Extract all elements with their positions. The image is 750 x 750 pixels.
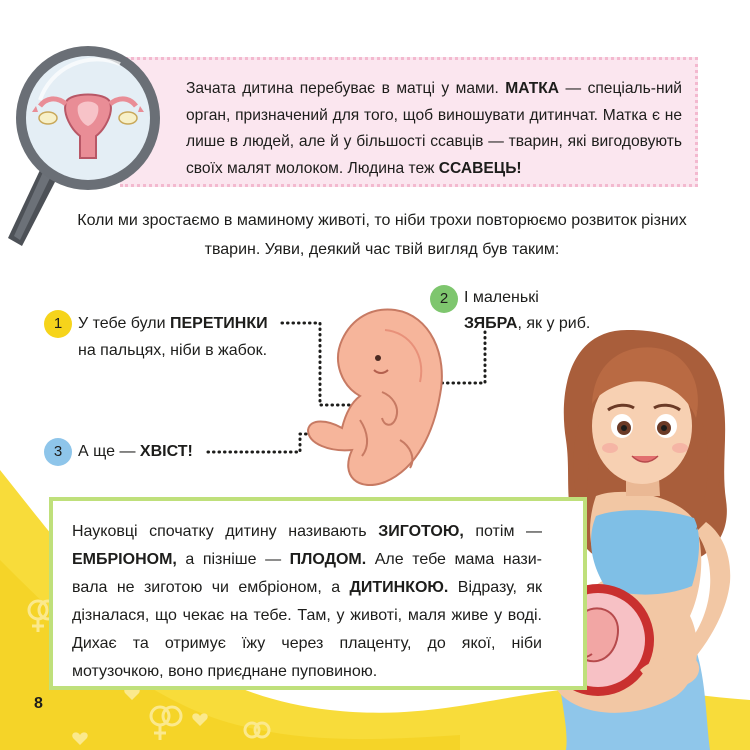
callout-3-line-1 — [78, 438, 193, 466]
green-text-3: а пізніше — — [176, 551, 290, 568]
badge-3: 3 — [44, 438, 72, 466]
info-term-mammal: ССАВЕЦЬ! — [438, 159, 522, 177]
embryo-illustration — [300, 300, 450, 490]
green-text-1: Науковці спочатку дитину називають — [72, 523, 379, 540]
page-number: 8 — [34, 695, 43, 712]
green-term-baby: ДИТИНКОЮ. — [349, 579, 449, 596]
callout-2-term: ЗЯБРА — [464, 315, 518, 332]
callout-1-line-2: на пальцях, ніби в жабок. — [78, 342, 268, 359]
callout-1-text: У тебе були — [78, 315, 170, 332]
green-text-4: Але тебе мама нази-вала не зиготою чи ембріоном, а — [72, 551, 543, 596]
badge-2: 2 — [430, 285, 458, 313]
callout-2-text: , як у риб. — [517, 315, 591, 332]
info-text-1: Зачата дитина перебуває в матці у мами. — [186, 80, 506, 97]
green-text-5: Відразу, як дізналася, що чекає на тебе. Там, у животі, маля живе у воді. Дихає та отримує їжу через плаценту, до якої, ніби мотузочкою, воно приєднане пуповиною. — [72, 579, 543, 680]
intro-paragraph: Коли ми зростаємо в маминому животі, то ніби трохи повторюємо розвиток різних тварин. Уяви, деякий час твій вигляд був таким: — [77, 212, 687, 258]
callout-1-term: ПЕРЕТИНКИ — [169, 315, 268, 332]
callout-1-line-1 — [78, 310, 268, 338]
info-text-2: — спеціаль-ний орган, призначений для того, щоб виношувати дитинчат. Матка є не лише в людей, але й у більшості ссавців — тварин, які вигодовують своїх малят молоком. Людина теж — [186, 80, 682, 177]
green-term-fetus: ПЛОДОМ. — [289, 551, 367, 568]
badge-1: 1 — [44, 310, 72, 338]
callout-3-text: А ще — — [78, 443, 140, 460]
callout-2-line-2 — [464, 310, 590, 338]
green-term-embryo: ЕМБРІОНОМ, — [72, 551, 177, 568]
callout-2-line-1: І маленькі — [464, 289, 539, 306]
green-text-2: потім — — [463, 523, 543, 540]
green-paragraph — [72, 518, 542, 686]
callout-3-term: ХВІСТ! — [139, 443, 193, 460]
green-term-zygote: ЗИГОТОЮ, — [378, 523, 464, 540]
info-paragraph — [186, 76, 682, 182]
info-term-uterus: МАТКА — [505, 80, 560, 97]
